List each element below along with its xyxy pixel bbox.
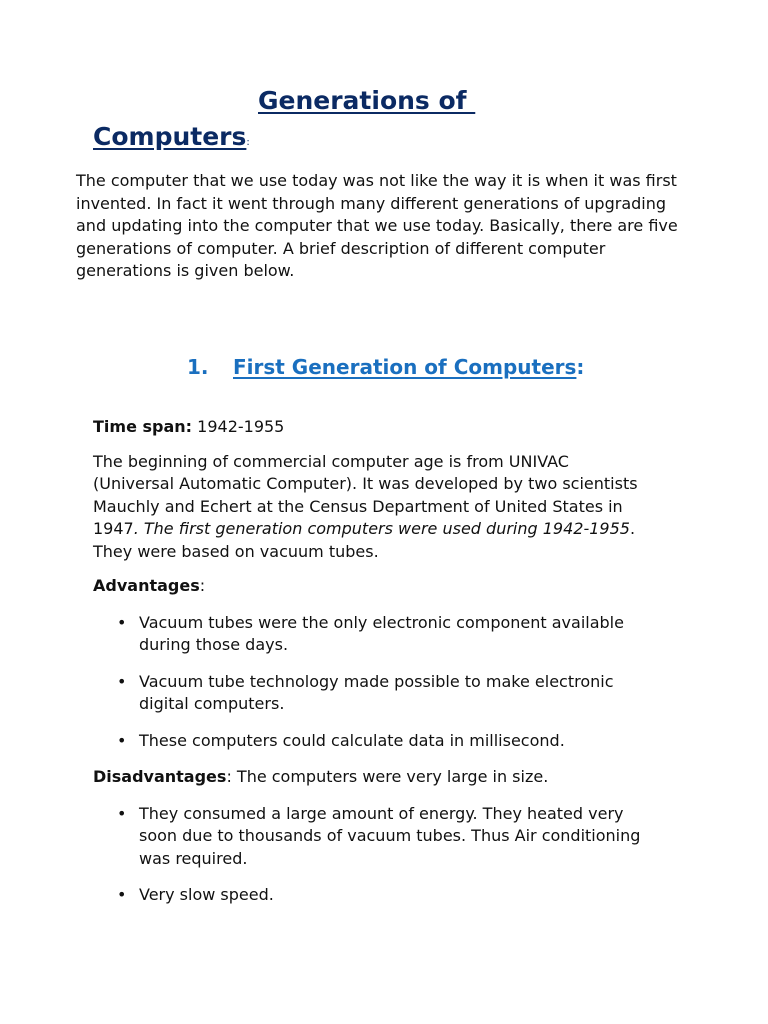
disadvantages-heading	[93, 766, 653, 789]
bullet-icon: •	[117, 885, 127, 904]
advantages-list	[93, 612, 653, 753]
bullet-icon: •	[117, 803, 127, 823]
list-item	[93, 671, 653, 716]
list-item	[93, 803, 653, 871]
advantages-heading	[93, 575, 653, 598]
page-title-line2	[93, 122, 250, 151]
bullet-icon: •	[117, 730, 127, 750]
section-colon: :	[576, 355, 585, 379]
list-item	[93, 612, 653, 657]
time-span-value: 1942-1955	[192, 417, 285, 436]
description-italic: . The first generation computers were used during 1942-1955	[133, 519, 630, 538]
section-title: First Generation of Computers	[233, 355, 577, 379]
disadvantage-text: Very slow speed.	[139, 885, 274, 904]
page-title-line1: Generations of	[258, 86, 476, 115]
advantage-text: These computers could calculate data in millisecond.	[139, 730, 565, 750]
section-number: 1.	[187, 355, 209, 379]
description-end: . They were based on vacuum tubes.	[93, 519, 636, 561]
disadvantages-list	[93, 803, 653, 907]
time-span-label: Time span:	[93, 417, 193, 436]
intro-paragraph: The computer that we use today was not like the way it is when it was first invented. In fact it went through many different generations of upgrading and updating into the computer that we use today. Basically, there are five generations of computer. A brief description of different computer generations is given below.	[76, 171, 678, 280]
title-colon: :	[246, 137, 250, 148]
advantage-text: Vacuum tubes were the only electronic component available during those days.	[139, 612, 624, 654]
list-item	[93, 884, 653, 907]
bullet-icon: •	[117, 612, 127, 632]
disadvantages-summary: : The computers were very large in size.	[226, 767, 549, 786]
list-item	[93, 730, 653, 753]
bullet-icon: •	[117, 671, 127, 691]
advantages-label: Advantages	[93, 576, 200, 595]
disadvantages-label: Disadvantages	[93, 767, 227, 786]
page-title-word: Computers	[93, 122, 247, 151]
advantage-text: Vacuum tube technology made possible to make electronic digital computers.	[139, 671, 614, 713]
advantages-colon: :	[199, 576, 206, 595]
time-span	[93, 416, 653, 439]
description-start: The beginning of commercial computer age is from UNIVAC (Universal Automatic Computer). It was developed by two scientists Mauchly and Echert at the Census Department of United States in 1947	[93, 451, 638, 538]
disadvantage-text: They consumed a large amount of energy. They heated very soon due to thousands of vacuum tubes. Thus Air conditioning was required.	[139, 803, 641, 868]
section-content	[93, 416, 653, 921]
description-paragraph	[93, 451, 653, 564]
section-heading	[187, 355, 584, 379]
